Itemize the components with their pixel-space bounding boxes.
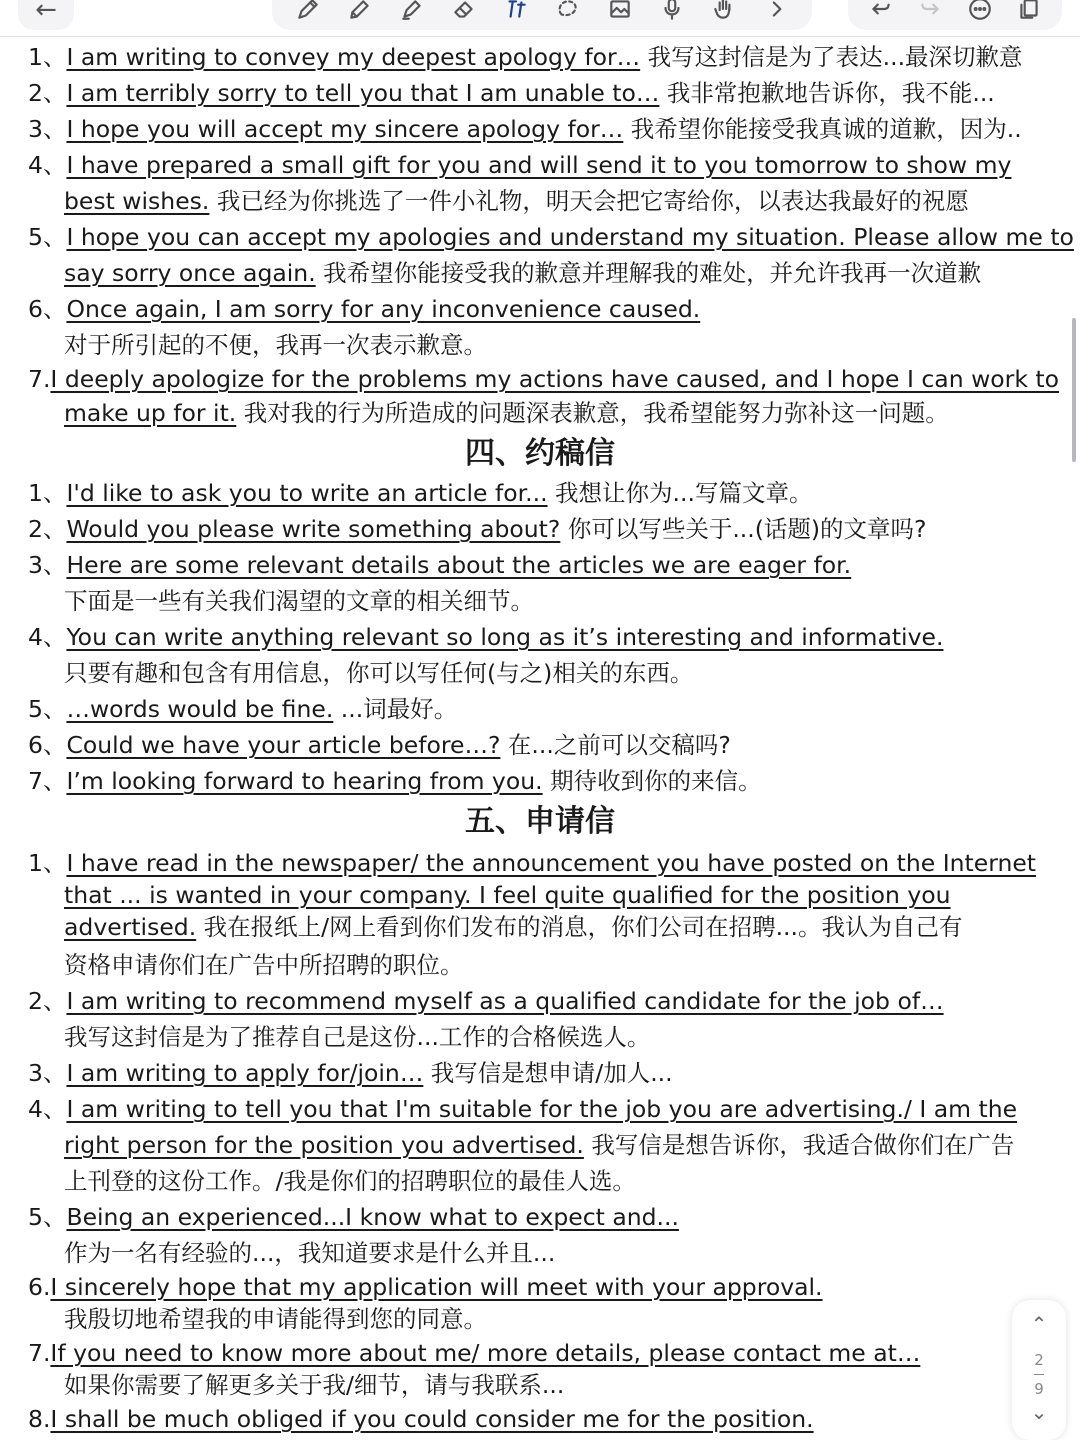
english-phrase: I am terribly sorry to tell you that I am unable to… <box>66 79 660 107</box>
chinese-translation: 我写信是想告诉你，我适合做你们在广告 <box>583 1131 1015 1159</box>
text-line <box>28 728 731 762</box>
text-line <box>28 692 457 726</box>
scrollbar-thumb[interactable] <box>1072 318 1076 462</box>
text-line <box>28 764 762 798</box>
text-line <box>64 1236 555 1270</box>
english-phrase: Once again, I am sorry for any inconvenience caused. <box>66 295 701 323</box>
english-phrase: I am writing to convey my deepest apology for… <box>66 43 641 71</box>
text-line <box>28 620 943 654</box>
chinese-translation: 只要有趣和包含有用信息，你可以写任何(与之)相关的东西。 <box>64 659 694 687</box>
english-phrase: right person for the position you advertised. <box>64 1131 584 1159</box>
item-number: 7. <box>28 365 51 393</box>
english-phrase: best wishes. <box>64 187 210 215</box>
english-phrase: I hope you will accept my sincere apology for… <box>66 115 624 143</box>
text-line <box>28 846 1036 880</box>
chinese-translation: 我殷切地希望我的申请能得到您的同意。 <box>64 1305 487 1333</box>
item-number: 3、 <box>28 1059 67 1087</box>
chevron-right-icon[interactable] <box>759 0 793 24</box>
page-separator <box>1034 1374 1044 1375</box>
item-number: 2、 <box>28 515 67 543</box>
text-line <box>64 256 981 290</box>
redo-icon[interactable] <box>913 0 947 24</box>
chinese-translation: 你可以写些关于...(话题)的文章吗? <box>560 515 927 543</box>
chinese-translation: 上刊登的这份工作。/我是你们的招聘职位的最佳人选。 <box>64 1167 636 1195</box>
text-line <box>64 656 693 690</box>
text-line <box>64 1302 487 1336</box>
text-line <box>64 1164 636 1198</box>
undo-icon[interactable] <box>864 0 898 24</box>
current-page: 2 <box>1034 1351 1044 1369</box>
arrow-left-icon: ← <box>35 0 57 25</box>
image-icon[interactable] <box>603 0 637 24</box>
chinese-translation: 下面是一些有关我们渴望的文章的相关细节。 <box>64 587 534 615</box>
text-line <box>64 948 464 982</box>
item-number: 6、 <box>28 731 67 759</box>
english-phrase: I am writing to recommend myself as a qualified candidate for the job of… <box>66 987 944 1015</box>
item-number: 1、 <box>28 849 67 877</box>
top-toolbar <box>0 0 1080 36</box>
item-number: 4、 <box>28 151 67 179</box>
item-number: 6. <box>28 1273 51 1301</box>
english-phrase: Here are some relevant details about the articles we are eager for. <box>66 551 852 579</box>
english-phrase: Being an experienced...I know what to expect and... <box>66 1203 679 1231</box>
item-number: 4、 <box>28 1095 67 1123</box>
text-line <box>28 548 851 582</box>
chinese-translation: 对于所引起的不便，我再一次表示歉意。 <box>64 331 487 359</box>
section-heading: 五、申请信 <box>465 804 615 839</box>
text-line <box>28 512 927 546</box>
pencil-icon[interactable] <box>343 0 377 24</box>
english-phrase: Would you please write something about? <box>66 515 561 543</box>
chinese-translation: 在...之前可以交稿吗? <box>500 731 731 759</box>
chinese-translation: 我非常抱歉地告诉你，我不能... <box>659 79 995 107</box>
item-number: 7、 <box>28 767 67 795</box>
english-phrase: I deeply apologize for the problems my actions have caused, and I hope I can work to <box>50 365 1059 393</box>
text-line <box>28 984 944 1018</box>
english-phrase: I shall be much obliged if you could consider me for the position. <box>50 1405 814 1433</box>
text-line <box>64 328 487 362</box>
toolbar-divider <box>0 36 1080 37</box>
microphone-icon[interactable] <box>655 0 689 24</box>
text-line <box>28 1402 814 1436</box>
text-line <box>28 292 700 326</box>
text-line <box>28 220 1074 254</box>
chinese-translation: 我想让你为...写篇文章。 <box>547 479 813 507</box>
chinese-translation: 我写这封信是为了推荐自己是这份...工作的合格候选人。 <box>64 1023 651 1051</box>
english-phrase: I hope you can accept my apologies and understand my situation. Please allow me to <box>66 223 1074 251</box>
item-number: 8. <box>28 1405 51 1433</box>
chinese-translation: 我希望你能接受我的歉意并理解我的难处，并允许我再一次道歉 <box>315 259 982 287</box>
item-number: 2、 <box>28 79 67 107</box>
english-phrase: Could we have your article before…? <box>66 731 501 759</box>
eraser-icon[interactable] <box>447 0 481 24</box>
english-phrase: I sincerely hope that my application will meet with your approval. <box>50 1273 823 1301</box>
text-line <box>64 584 534 618</box>
chevron-up-icon[interactable]: ⌃ <box>1030 1312 1048 1336</box>
text-line <box>28 1092 1017 1126</box>
text-line <box>28 112 1022 146</box>
text-line <box>28 1200 679 1234</box>
english-phrase: say sorry once again. <box>64 259 316 287</box>
chinese-translation: 我已经为你挑选了一件小礼物，明天会把它寄给你，以表达我最好的祝愿 <box>209 187 969 215</box>
total-pages: 9 <box>1034 1380 1044 1398</box>
page-navigator <box>1012 1300 1066 1440</box>
text-line <box>64 184 969 218</box>
chinese-translation: 期待收到你的来信。 <box>542 767 762 795</box>
text-line <box>28 40 1023 74</box>
text-line <box>28 1270 823 1304</box>
item-number: 5、 <box>28 223 67 251</box>
pen-icon[interactable] <box>291 0 325 24</box>
back-button[interactable] <box>18 0 74 30</box>
drawing-tools <box>272 0 812 30</box>
item-number: 3、 <box>28 115 67 143</box>
chevron-down-icon[interactable]: ⌄ <box>1030 1400 1048 1424</box>
item-number: 1、 <box>28 43 67 71</box>
english-phrase: I'd like to ask you to write an article for... <box>66 479 548 507</box>
chinese-translation: 我写这封信是为了表达...最深切歉意 <box>640 43 1023 71</box>
text-line <box>64 1128 1014 1162</box>
text-line <box>64 878 951 912</box>
text-line <box>28 1056 673 1090</box>
english-phrase: If you need to know more about me/ more details, please contact me at… <box>50 1339 921 1367</box>
english-phrase: …words would be fine. <box>66 695 334 723</box>
chinese-translation: 我在报纸上/网上看到你们发布的消息，你们公司在招聘...。我认为自己有 <box>196 913 963 941</box>
english-phrase: I am writing to apply for/join… <box>66 1059 424 1087</box>
highlighter-icon[interactable] <box>395 0 429 24</box>
lasso-icon[interactable] <box>551 0 585 24</box>
text-line <box>64 396 949 430</box>
chinese-translation: 作为一名有经验的...，我知道要求是什么并且... <box>64 1239 556 1267</box>
chinese-translation: 如果你需要了解更多关于我/细节，请与我联系... <box>64 1371 565 1399</box>
item-number: 1、 <box>28 479 67 507</box>
item-number: 2、 <box>28 987 67 1015</box>
english-phrase: that ... is wanted in your company. I feel quite qualified for the position you <box>64 881 951 909</box>
item-number: 7. <box>28 1339 51 1367</box>
item-number: 5、 <box>28 695 67 723</box>
chinese-translation: 资格申请你们在广告中所招聘的职位。 <box>64 951 464 979</box>
text-line <box>28 1336 920 1370</box>
hand-icon[interactable] <box>707 0 741 24</box>
more-icon[interactable] <box>963 0 997 24</box>
chinese-translation: 我希望你能接受我真诚的道歉，因为.. <box>623 115 1022 143</box>
text-tool-icon[interactable] <box>499 0 533 24</box>
chinese-translation: 我写信是想申请/加人... <box>423 1059 673 1087</box>
english-phrase: I’m looking forward to hearing from you. <box>66 767 543 795</box>
item-number: 3、 <box>28 551 67 579</box>
pages-icon[interactable] <box>1012 0 1046 24</box>
english-phrase: You can write anything relevant so long as it’s interesting and informative. <box>66 623 944 651</box>
english-phrase: I have read in the newspaper/ the announcement you have posted on the Internet <box>66 849 1037 877</box>
item-number: 4、 <box>28 623 67 651</box>
english-phrase: make up for it. <box>64 399 237 427</box>
english-phrase: I have prepared a small gift for you and will send it to you tomorrow to show my <box>66 151 1012 179</box>
chinese-translation: ...词最好。 <box>333 695 458 723</box>
english-phrase: advertised. <box>64 913 197 941</box>
section-heading: 四、约稿信 <box>465 436 615 471</box>
edit-actions <box>848 0 1062 30</box>
text-line <box>64 1020 650 1054</box>
text-line <box>28 76 995 110</box>
text-line <box>64 910 962 944</box>
item-number: 6、 <box>28 295 67 323</box>
text-line <box>28 148 1011 182</box>
text-line <box>28 476 812 510</box>
text-line <box>28 362 1059 396</box>
chinese-translation: 我对我的行为所造成的问题深表歉意，我希望能努力弥补这一问题。 <box>236 399 949 427</box>
english-phrase: I am writing to tell you that I'm suitable for the job you are advertising./ I am the <box>66 1095 1018 1123</box>
text-line <box>64 1368 564 1402</box>
item-number: 5、 <box>28 1203 67 1231</box>
